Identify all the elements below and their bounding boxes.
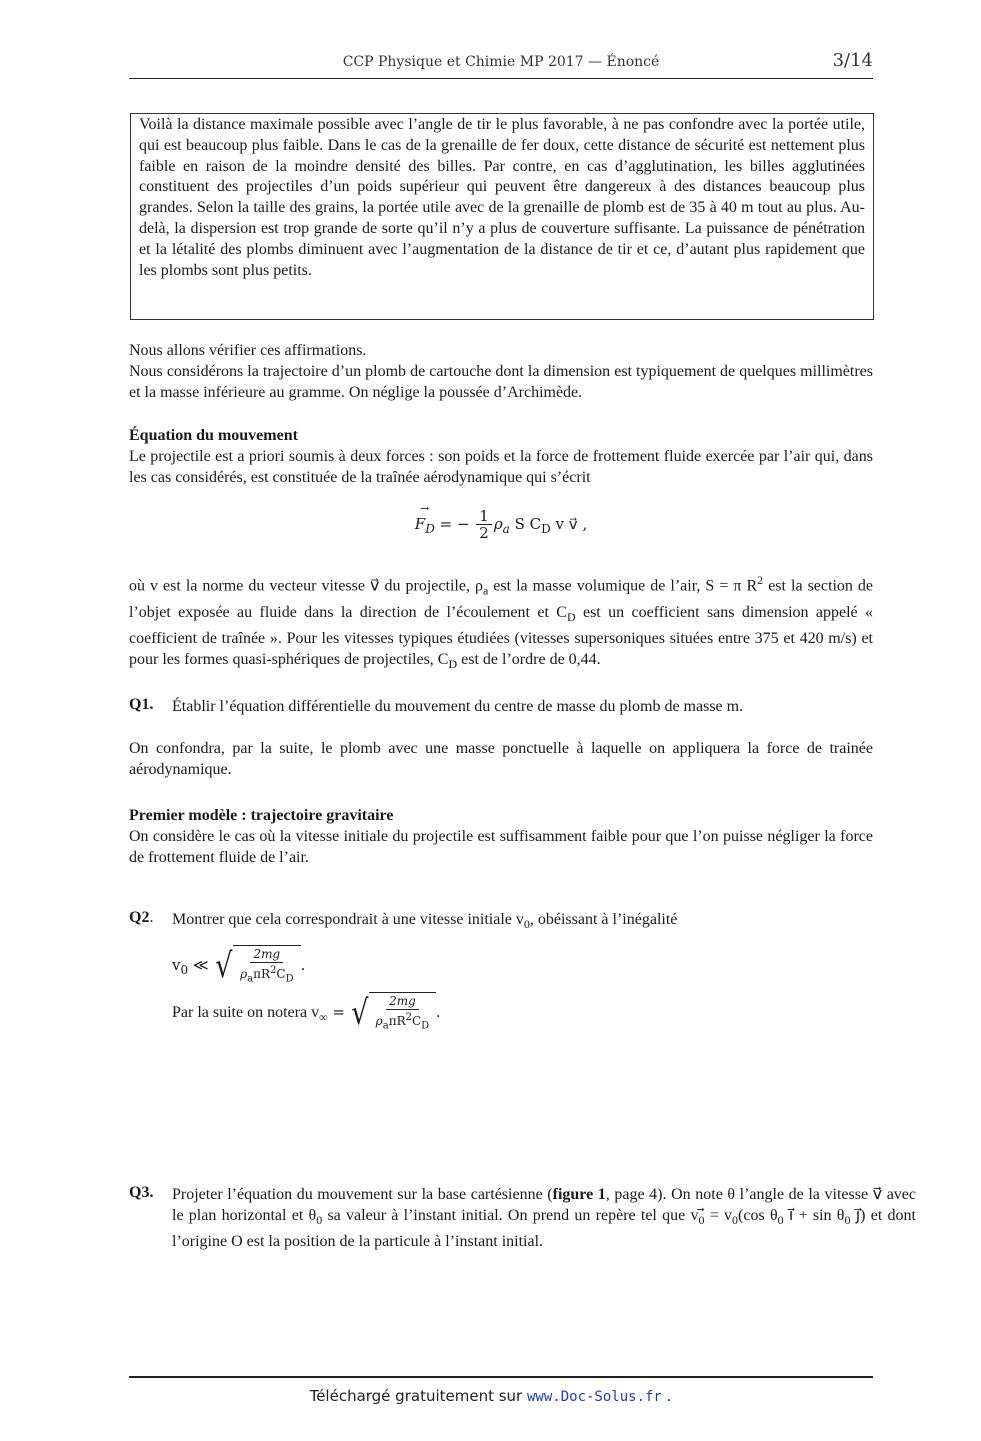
- question-2-text: Montrer que cela correspondrait à une vitesse initiale $v_0$, obéissant à l’inégalité: [172, 911, 678, 932]
- footer: Téléchargé gratuitement sur www.Doc-Solus.fr .: [309, 1387, 672, 1405]
- quote-text: Voilà la distance maximale possible avec l’angle de tir le plus favorable, à ne pas confondre avec la portée utile, qui est beaucoup plus faible. Dans le cas de la grenaille de fer doux, cette distance de sécurité est nettement plus faible en raison de la moindre densité des billes. Par contre, en cas d’agglutination, les billes agglutinées constituent des projectiles d’un poids supérieur qui peuvent être dangereux à des distances beaucoup plus grandes. Selon la taille des grains, la portée utile avec de la grenaille de plomb est de 35 à 40 m tout au plus. Au-delà, la dispersion est trop grande de sorte qu’il n’y a plus de couverture suffisante. La puissance de pénétration et la létalité des plombs diminuent avec l’augmentation de la distance de tir et ce, d’autant plus rapidement que les plombs sont plus petits.: [139, 116, 865, 279]
- question-1-number: Q1.: [129, 696, 154, 713]
- sqrt-expression: √ $\frac{2mg}{\rho_a\pi R^2C_D}$: [213, 945, 300, 987]
- question-3-number: Q3.: [129, 1183, 154, 1201]
- fraction-half: $\frac{1}{2}$: [476, 508, 492, 541]
- section-title-gravity: Premier modèle : trajectoire gravitaire: [129, 807, 394, 824]
- formula-drag: → $F_D$ = − $\frac{1}{2}$ $\rho_a$ S $C_D$ v v⃗ ,: [129, 508, 873, 541]
- note: [129, 738, 873, 780]
- question-3: [129, 1184, 916, 1252]
- section-equation: [129, 425, 873, 488]
- question-2: Q2. Montrer que cela correspondrait à une vitesse initiale $v_0$, obéissant à l’inégalité $v_0$ ≪ √ $\frac{2mg}{\rho_a\pi R^2C_D}$ . Par la suite on notera $v_\infty$ = √ $\frac{2mg}{\rho_a\pi R^2C_D}$ .: [129, 909, 916, 1034]
- v-infinity-def: Par la suite on notera $v_\infty$ = √ $\frac{2mg}{\rho_a\pi R^2C_D}$ .: [172, 992, 441, 1033]
- question-1-text: Établir l’équation différentielle du mouvement du centre de masse du plomb de masse m.: [172, 698, 744, 715]
- footer-link[interactable]: www.Doc-Solus.fr: [527, 1389, 662, 1405]
- note-text: On confondra, par la suite, le plomb avec une masse ponctuelle à laquelle on appliquera la force de trainée aérodynamique.: [129, 740, 873, 778]
- page-number: 3/14: [832, 50, 873, 71]
- intro-line-1: Nous allons vérifier ces affirmations.: [129, 342, 367, 359]
- section-title-equation: Équation du mouvement: [129, 427, 298, 444]
- inequality: $v_0$ ≪ √ $\frac{2mg}{\rho_a\pi R^2C_D}$ .: [172, 946, 306, 987]
- sqrt-expression-2: √ $\frac{2mg}{\rho_a\pi R^2C_D}$: [349, 992, 436, 1034]
- section-text-equation: Le projectile est a priori soumis à deux forces : son poids et la force de frottement fluide exercée par l’air qui, dans les cas considérés, est constituée de la traînée aérodynamique qui s’écrit: [129, 448, 873, 486]
- definitions: [129, 570, 873, 675]
- section-text-gravity: On considère le cas où la vitesse initiale du projectile est suffisamment faible pour que l’on puisse négliger la force de frottement fluide de l’air.: [129, 828, 873, 866]
- intro-line-2: Nous considérons la trajectoire d’un plomb de cartouche dont la dimension est typiquement de quelques millimètres et la masse inférieure au gramme. On néglige la poussée d’Archimède.: [129, 363, 873, 401]
- page: [129, 0, 917, 1251]
- formula-lhs: F: [414, 514, 426, 533]
- quote-box: [130, 113, 874, 320]
- intro: [129, 340, 873, 403]
- formula-v: v v: [555, 514, 578, 533]
- question-3-text: Projeter l’équation du mouvement sur la base cartésienne (figure 1, page 4). On note θ l’angle de la vitesse v⃗ avec le plan horizontal et $\theta_0$ sa valeur à l’instant initial. On prend un repère tel que $v_0 = v_0(\cos$ $\theta_0$ ı⃗ + $\sin \theta_0$ ȷ⃗) et dont l’origine O est la position de la particule à l’instant initial.: [172, 1185, 917, 1251]
- page-header: [129, 52, 873, 79]
- question-2-number: Q2: [129, 909, 150, 926]
- footer-rule: [129, 1376, 873, 1378]
- question-1: [129, 696, 916, 717]
- header-title: CCP Physique et Chimie MP 2017 — Énoncé: [342, 54, 660, 70]
- definitions-text: où v est la norme du vecteur vitesse v⃗ du projectile, $\rho_a$ est la masse volumique de l’air, S = π $R^2$ est la section de l’objet exposée au fluide dans la direction de l’écoulement et $C_D$ est un coefficient sans dimension appelé « coefficient de traînée ». Pour les vitesses typiques étudiées (vitesses supersoniques situées entre 375 et 420 m/s) et pour les formes quasi-sphériques de projectiles, $C_D$ est de l’ordre de 0,44.: [129, 573, 874, 671]
- footer-text: Téléchargé gratuitement sur: [309, 1387, 523, 1405]
- section-gravity: [129, 805, 873, 868]
